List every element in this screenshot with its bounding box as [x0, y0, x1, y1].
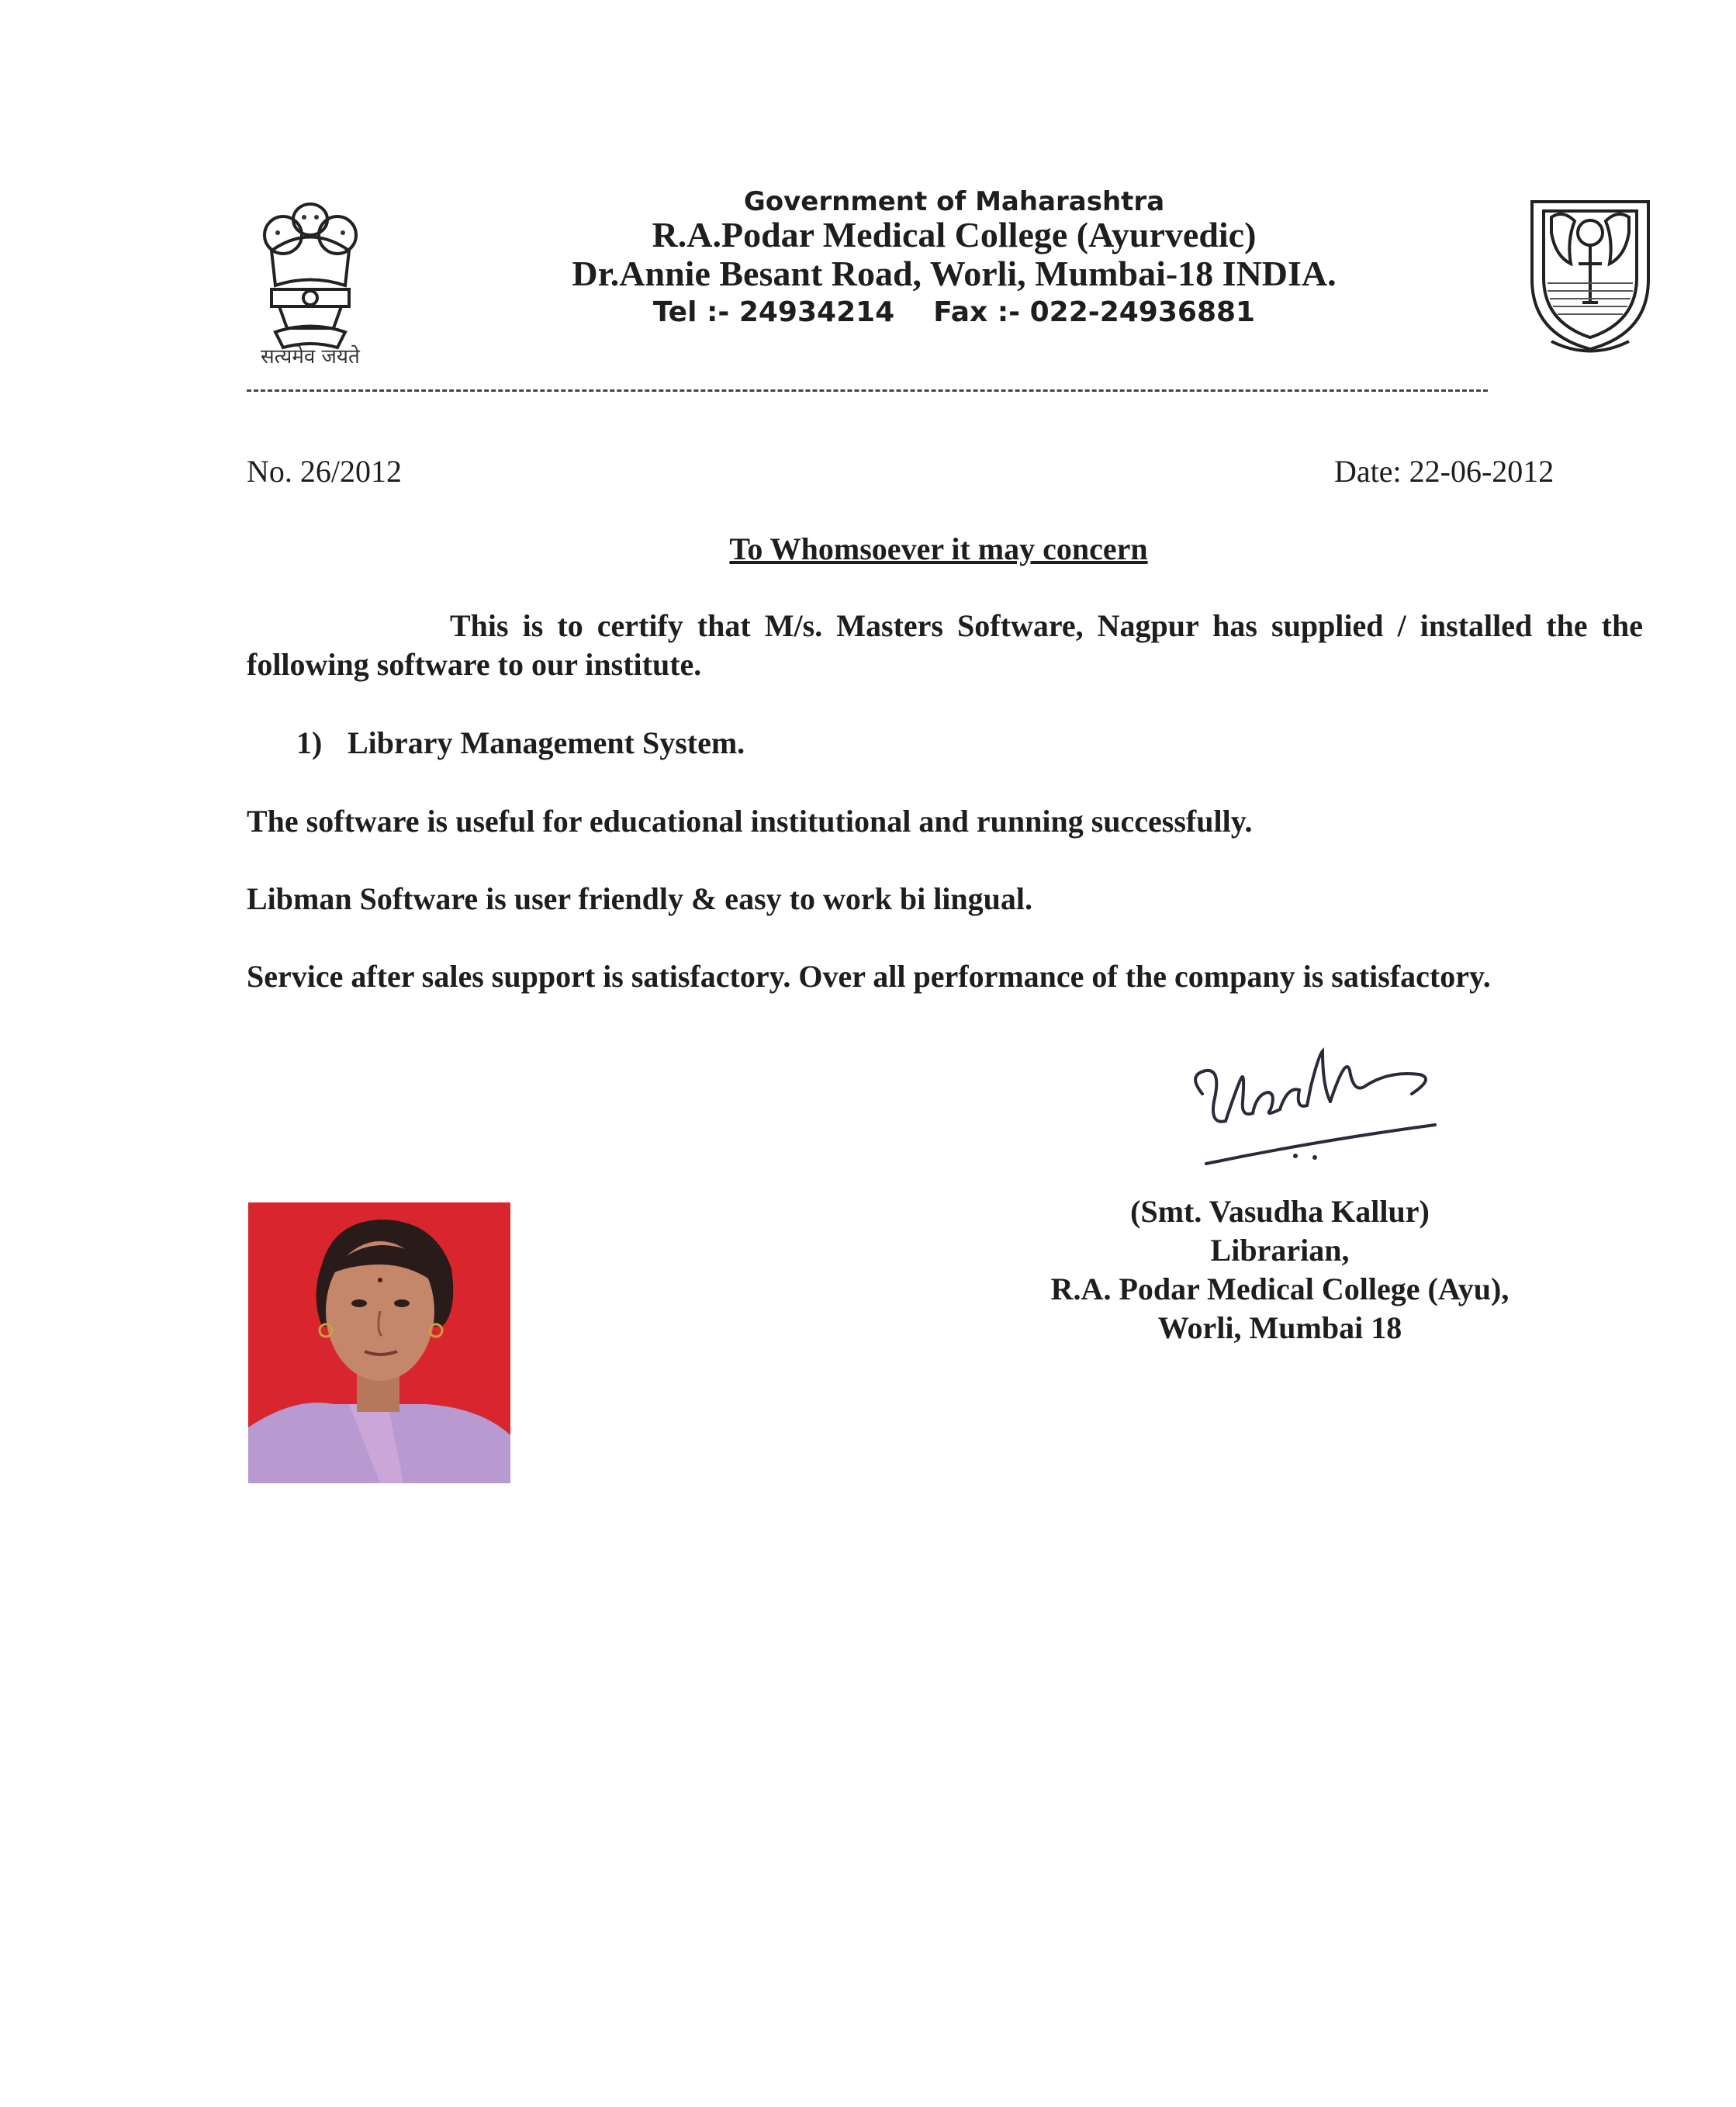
list-item-text: Library Management System.: [348, 725, 745, 760]
list-item-number: 1): [296, 725, 323, 760]
letter-date: Date: 22-06-2012: [1334, 454, 1554, 489]
contact-line: [434, 296, 1474, 328]
government-heading: Government of Maharashtra: [743, 186, 1165, 217]
usefulness-paragraph: The software is useful for educational institutional and running successfully.: [247, 804, 1253, 839]
handwritten-signature: [1179, 1040, 1474, 1195]
college-crest-icon: [1520, 186, 1660, 357]
signatory-designation: Librarian,: [1210, 1233, 1350, 1268]
emblem-motto: सत्यमेव जयते: [261, 345, 360, 368]
certification-paragraph: This is to certify that M/s. Masters Software, Nagpur has supplied / installed the the following software to our institute.: [247, 608, 1643, 682]
signatory-photo: [248, 1202, 510, 1483]
service-paragraph: Service after sales support is satisfactory. Over all performance of the company is satisfactory.: [247, 959, 1491, 994]
usability-paragraph: Libman Software is user friendly & easy to work bi lingual.: [247, 881, 1033, 916]
signatory-institution: R.A. Podar Medical College (Ayu),: [1050, 1271, 1509, 1306]
college-address: Dr.Annie Besant Road, Worli, Mumbai-18 INDIA.: [572, 254, 1337, 293]
signatory-location: Worli, Mumbai 18: [1157, 1310, 1402, 1345]
telephone: Tel :- 24934214: [652, 296, 895, 328]
reference-number: No. 26/2012: [247, 454, 402, 489]
college-name: R.A.Podar Medical College (Ayurvedic): [652, 215, 1257, 254]
letter-subject: To Whomsoever it may concern: [729, 531, 1148, 566]
fax: Fax :- 022-24936881: [933, 296, 1256, 328]
list-item: [296, 725, 745, 761]
header-divider: [247, 389, 1488, 392]
signatory-name: (Smt. Vasudha Kallur): [1130, 1194, 1430, 1229]
